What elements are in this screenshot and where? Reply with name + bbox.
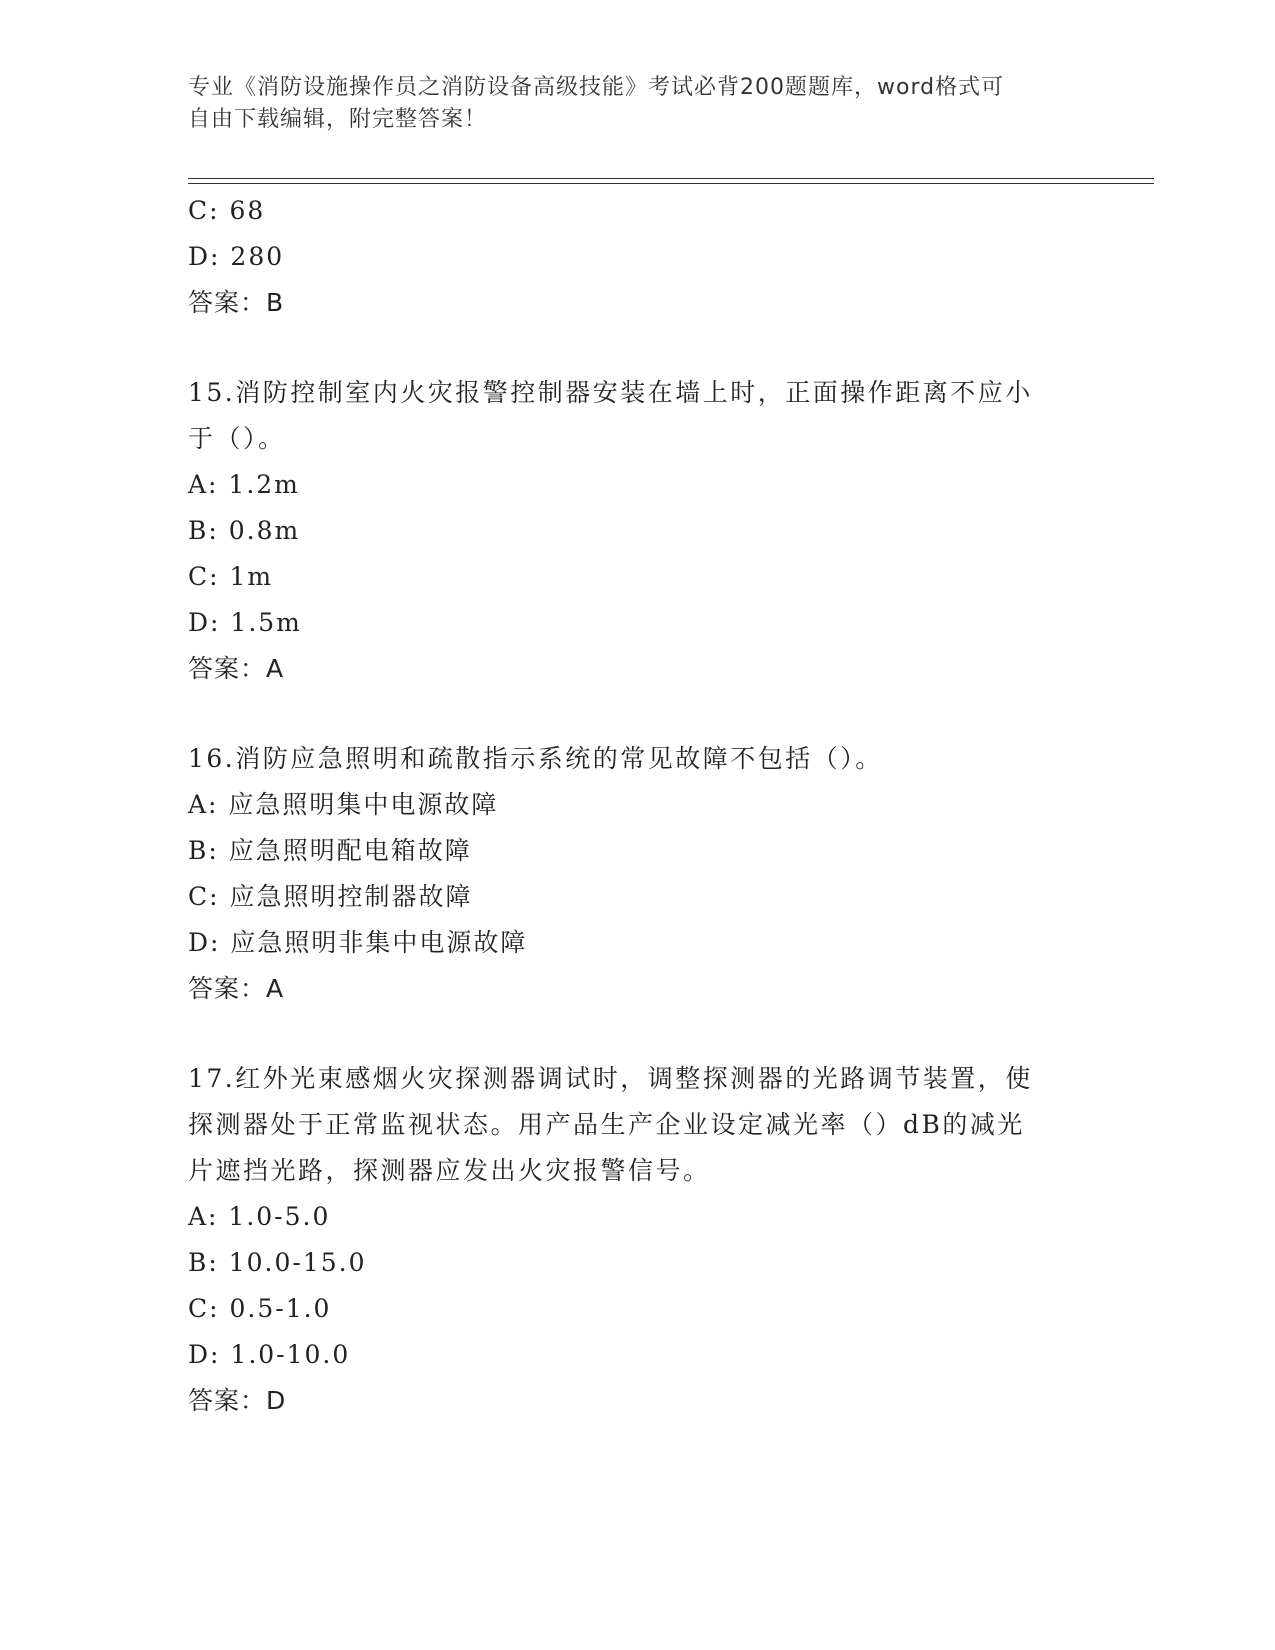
question-stem-line: 16.消防应急照明和疏散指示系统的常见故障不包括（）。 [188, 744, 883, 773]
header-divider-bottom [188, 183, 1154, 184]
question-block-16 [188, 736, 1088, 1012]
document-header [188, 72, 1068, 136]
question-stem-line: 15.消防控制室内火灾报警控制器安装在墙上时，正面操作距离不应小 [188, 378, 1033, 407]
answer-line: 答案：A [188, 654, 285, 683]
answer-line: 答案：A [188, 974, 285, 1003]
option-line: D: 1.0-10.0 [188, 1340, 351, 1369]
option-line: D: 应急照明非集中电源故障 [188, 928, 528, 957]
option-line: A: 1.2m [188, 470, 300, 499]
option-line: B: 应急照明配电箱故障 [188, 836, 472, 865]
block-gap [188, 692, 1088, 736]
option-line: C: 应急照明控制器故障 [188, 882, 473, 911]
option-line: B: 10.0-15.0 [188, 1248, 367, 1277]
question-stem-line: 片遮挡光路，探测器应发出火灾报警信号。 [188, 1156, 711, 1185]
question-block-prev [188, 188, 1088, 326]
header-line-2: 自由下载编辑，附完整答案！ [188, 107, 488, 132]
answer-line: 答案：D [188, 1386, 287, 1415]
header-divider-top [188, 178, 1154, 179]
option-line: C: 0.5-1.0 [188, 1294, 332, 1323]
option-line: A: 应急照明集中电源故障 [188, 790, 499, 819]
block-gap [188, 1012, 1088, 1056]
option-line: D: 1.5m [188, 608, 302, 637]
option-line: A: 1.0-5.0 [188, 1202, 331, 1231]
question-stem-line: 17.红外光束感烟火灾探测器调试时，调整探测器的光路调节装置，使 [188, 1064, 1033, 1093]
question-block-17 [188, 1056, 1088, 1424]
document-body [188, 188, 1088, 1424]
question-stem-line: 于（）。 [188, 424, 286, 453]
option-line: C: 1m [188, 562, 274, 591]
question-block-15 [188, 370, 1088, 692]
block-gap [188, 326, 1088, 370]
option-line: D: 280 [188, 242, 285, 271]
option-line: B: 0.8m [188, 516, 301, 545]
option-line: C: 68 [188, 196, 266, 225]
header-line-1: 专业《消防设施操作员之消防设备高级技能》考试必背200题题库，word格式可 [188, 75, 1005, 100]
answer-line: 答案：B [188, 288, 285, 317]
question-stem-line: 探测器处于正常监视状态。用产品生产企业设定减光率（）dB的减光 [188, 1110, 1025, 1139]
